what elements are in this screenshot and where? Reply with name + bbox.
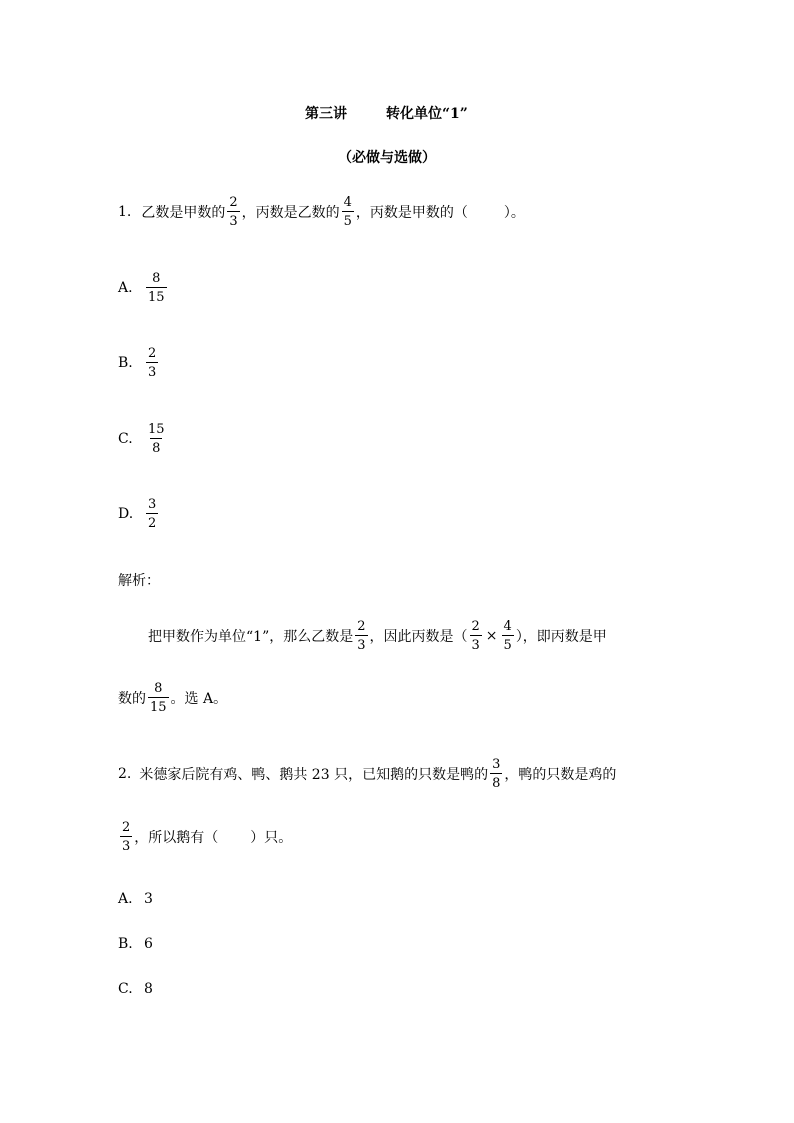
option-label: B. (118, 355, 133, 371)
option-value: 3 (144, 891, 153, 907)
fraction: $\frac{15}{8}$ (148, 422, 165, 456)
option-value: 6 (144, 936, 153, 952)
fraction: $\frac{2}{3}$ (122, 820, 131, 854)
question-text: ，丙数是甲数的（ (355, 205, 468, 221)
page-subtitle: （必做与选做） (338, 150, 436, 166)
fraction: $\frac{3}{2}$ (148, 497, 157, 531)
question-text: ，鸭的只数是鸡的 (504, 767, 617, 783)
option-label: C. (118, 431, 133, 447)
option-b[interactable] (118, 347, 160, 379)
question-text: ）只。 (250, 830, 293, 846)
option-value: 8 (144, 981, 153, 997)
option-d[interactable] (118, 498, 160, 530)
analysis-line-1 (148, 620, 607, 652)
fraction: $\frac{2}{3}$ (357, 619, 366, 653)
fraction: $\frac{3}{8}$ (492, 757, 501, 791)
analysis-text: 数的 (118, 691, 146, 707)
fraction: $\frac{8}{15}$ (148, 271, 165, 305)
question-text: 米德家后院有鸡、鸭、鹅共 23 只，已知鹅的只数是鸭的 (139, 767, 489, 783)
question-2-line-1 (118, 758, 616, 790)
option-b[interactable] (118, 936, 153, 952)
question-2-line-2 (118, 821, 292, 853)
analysis-text: 。选 A。 (170, 691, 228, 707)
question-text: 乙数是甲数的 (141, 205, 226, 221)
fraction: $\frac{2}{3}$ (148, 346, 157, 380)
option-c[interactable] (118, 423, 169, 455)
option-label: D. (118, 506, 134, 522)
option-label: A. (118, 891, 133, 907)
question-1 (118, 196, 525, 228)
lecture-topic: 转化单位“1” (386, 106, 468, 122)
fraction: $\frac{4}{5}$ (503, 619, 512, 653)
option-label: C. (118, 981, 133, 997)
fraction: $\frac{4}{5}$ (343, 195, 352, 229)
option-c[interactable] (118, 981, 153, 997)
option-label: B. (118, 936, 133, 952)
analysis-text: ，因此丙数是（ (369, 629, 468, 645)
fraction: $\frac{8}{15}$ (150, 681, 167, 715)
analysis-text: ），即丙数是甲 (515, 629, 607, 645)
analysis-heading: 解析： (118, 573, 160, 589)
question-number: 1. (118, 204, 132, 220)
analysis-text: 把甲数作为单位“1”，那么乙数是 (148, 629, 354, 645)
fraction: $\frac{2}{3}$ (471, 619, 480, 653)
times-sign: × (485, 628, 498, 644)
lecture-number: 第三讲 (305, 106, 347, 122)
question-text: ，所以鹅有（ (134, 830, 219, 846)
option-a[interactable] (118, 891, 153, 907)
analysis-line-2 (118, 682, 227, 714)
option-label: A. (118, 280, 133, 296)
question-text: ，丙数是乙数的 (241, 205, 340, 221)
fraction: $\frac{2}{3}$ (229, 195, 238, 229)
question-text: ）。 (503, 205, 525, 221)
option-a[interactable] (118, 272, 169, 304)
question-number: 2. (118, 766, 132, 782)
